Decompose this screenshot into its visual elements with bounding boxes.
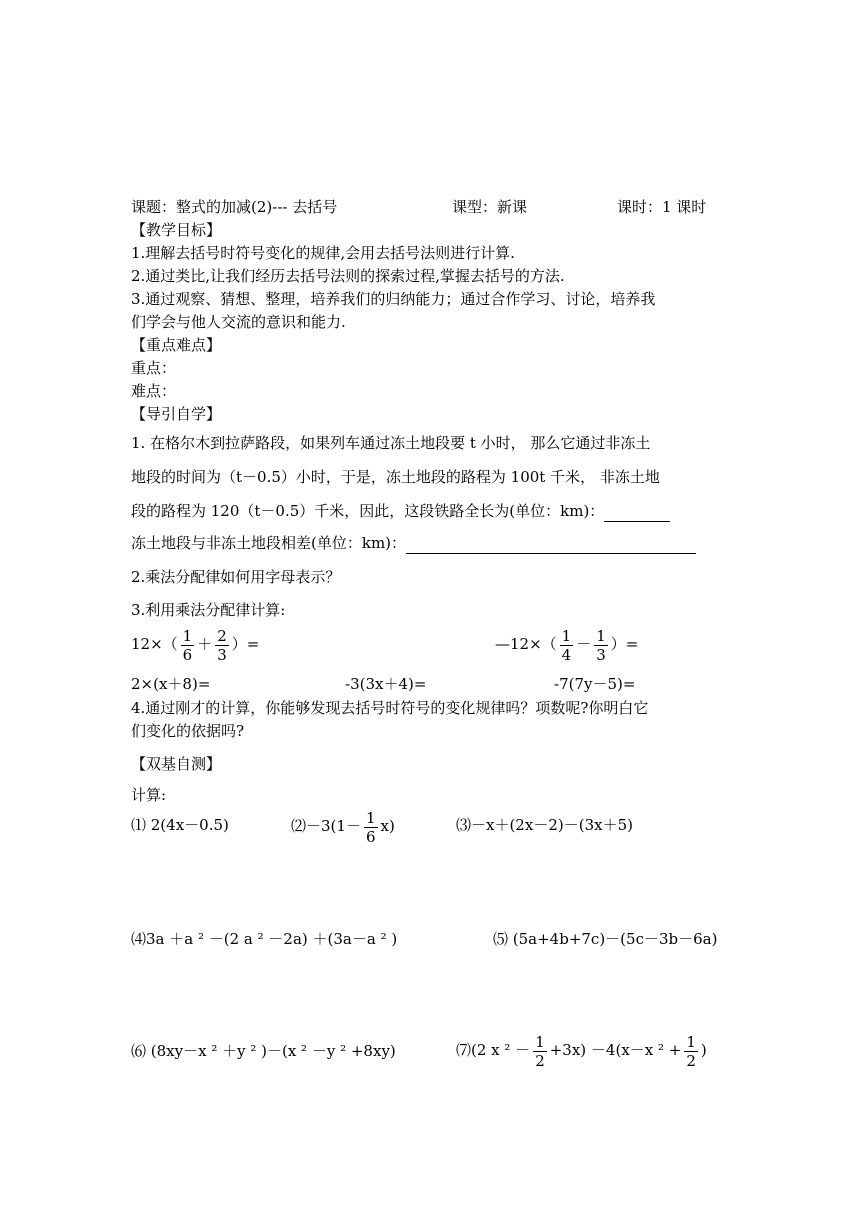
question-2: 2.乘法分配律如何用字母表示？ <box>131 568 341 586</box>
exercise-7-middle: +3x) －4(x－x ² + <box>549 1041 682 1059</box>
key-point: 重点： <box>131 359 177 377</box>
exercise-7-prefix: ⑺(2 x ² － <box>456 1041 531 1059</box>
guide-paragraph-1-cont: 地段的时间为（t－0.5）小时，于是，冻土地段的路程为 100t 千米， 非冻土地 <box>131 468 660 486</box>
question-4-cont: 们变化的依据吗? <box>131 722 245 740</box>
calc-2 <box>495 624 638 664</box>
lesson-period: 课时：1 课时 <box>617 198 707 216</box>
total-length-text: 段的路程为 120（t－0.5）千米，因此，这段铁路全长为(单位：km)： <box>131 502 605 520</box>
calc-3: 2×(x＋8)= <box>131 675 211 693</box>
calc-4: -3(3x＋4)= <box>345 675 427 693</box>
calc-1-prefix: 12×（ <box>131 635 178 653</box>
objective-item-3-cont: 们学会与他人交流的意识和能力. <box>131 313 346 331</box>
exercise-7 <box>456 1030 707 1070</box>
exercise-2 <box>291 806 395 846</box>
calc-5: -7(7y－5)= <box>554 675 636 693</box>
lesson-topic: 课题：整式的加减(2)--- 去括号 <box>131 198 338 216</box>
exercise-1: ⑴ 2(4x－0.5) <box>131 816 229 834</box>
lesson-type: 课型：新课 <box>452 198 528 216</box>
guide-paragraph-1: 1. 在格尔木到拉萨路段，如果列车通过冻土地段要 t 小时， 那么它通过非冻土 <box>131 434 651 452</box>
exercise-5: ⑸ (5a+4b+7c)－(5c－3b－6a) <box>493 930 718 948</box>
exercise-7-suffix: ) <box>700 1041 707 1059</box>
calc-2-suffix: ）= <box>610 635 639 653</box>
guide-heading: 【导引自学】 <box>131 405 222 423</box>
operator: － <box>576 635 592 653</box>
operator: ＋ <box>197 635 213 653</box>
fraction: $\frac{1}{6}$ <box>182 626 193 664</box>
difference-blank[interactable] <box>406 535 696 554</box>
difficulty-heading: 【重点难点】 <box>131 336 222 354</box>
exercise-4: ⑷3a ＋a ² －(2 a ² －2a) ＋(3a－a ² ) <box>131 930 398 948</box>
guide-paragraph-1-cont2 <box>131 500 670 522</box>
exercise-2-prefix: ⑵－3(1－ <box>291 817 361 835</box>
objective-item-2: 2.通过类比,让我们经历去括号法则的探索过程,掌握去括号的方法. <box>131 267 565 285</box>
calc-1-suffix: ）= <box>231 635 260 653</box>
objective-item-3: 3.通过观察、猜想、整理，培养我们的归纳能力；通过合作学习、讨论，培养我 <box>131 290 656 308</box>
test-heading: 【双基自测】 <box>131 755 222 773</box>
difference-text: 冻土地段与非冻土地段相差(单位：km)： <box>131 534 407 552</box>
fraction: $\frac{1}{2}$ <box>535 1032 545 1070</box>
fraction: $\frac{1}{6}$ <box>365 808 376 846</box>
hard-point: 难点： <box>131 382 177 400</box>
fraction: $\frac{1}{4}$ <box>561 626 572 664</box>
total-length-blank[interactable] <box>604 503 670 522</box>
objectives-heading: 【教学目标】 <box>131 221 222 239</box>
question-3: 3.利用乘法分配律计算: <box>131 601 286 619</box>
calc-label: 计算: <box>131 786 167 804</box>
fraction: $\frac{1}{3}$ <box>596 626 606 664</box>
fraction: $\frac{2}{3}$ <box>217 626 227 664</box>
exercise-2-suffix: x) <box>380 817 395 835</box>
exercise-6: ⑹ (8xy－x ² ＋y ² )－(x ² －y ² +8xy) <box>131 1042 396 1060</box>
objective-item-1: 1.理解去括号时符号变化的规律,会用去括号法则进行计算. <box>131 244 515 262</box>
fraction: $\frac{1}{2}$ <box>686 1032 696 1070</box>
calc-1 <box>131 624 259 664</box>
exercise-3: ⑶－x＋(2x－2)－(3x＋5) <box>456 816 633 834</box>
question-4: 4.通过刚才的计算，你能够发现去括号时符号的变化规律吗？项数呢?你明白它 <box>131 699 649 717</box>
calc-2-prefix: —12×（ <box>495 635 557 653</box>
difference-line <box>131 532 696 554</box>
